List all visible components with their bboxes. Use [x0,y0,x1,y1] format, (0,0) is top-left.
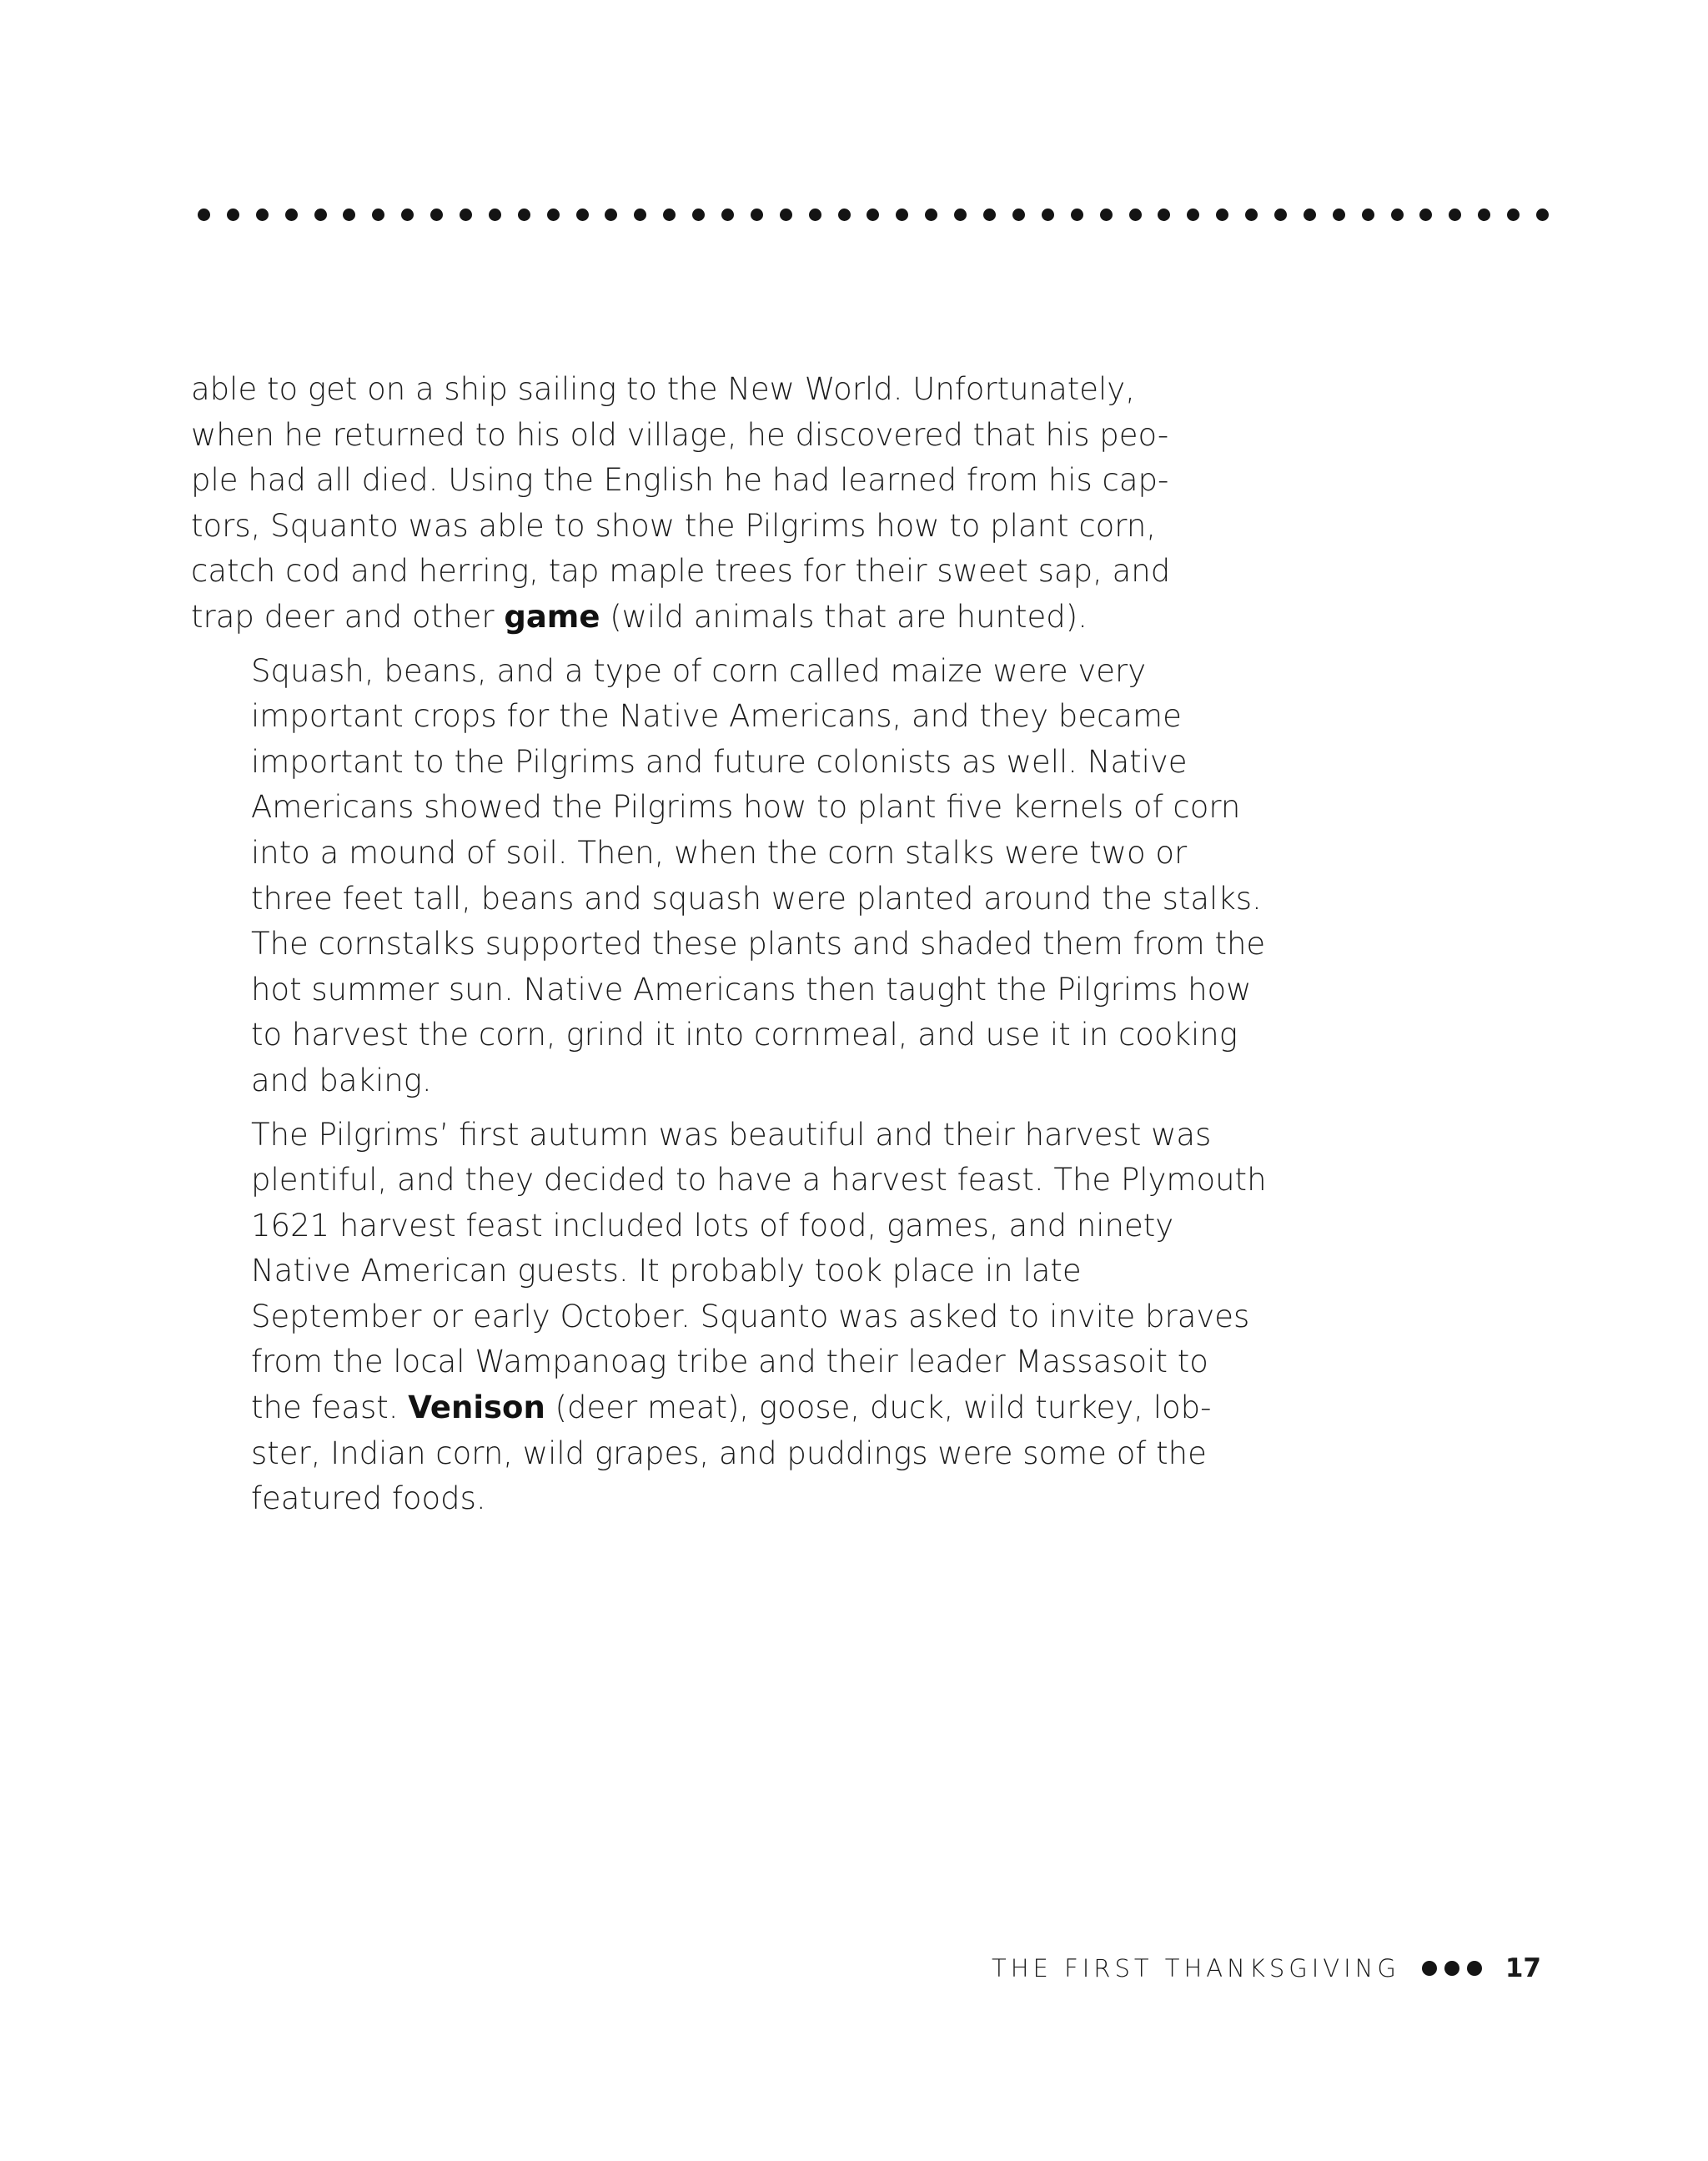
text-line: hot summer sun. Native Americans then taught the Pilgrims how [251,971,1252,1008]
rule-dot [401,209,414,221]
rule-dot [430,209,443,221]
footer-dots [1422,1961,1482,1976]
rule-dot [1042,209,1054,221]
rule-dot [1012,209,1025,221]
running-footer [992,1953,1541,1983]
rule-dot [227,209,239,221]
rule-dot [1304,209,1316,221]
rule-dot [1129,209,1142,221]
page-number: 17 [1505,1953,1541,1983]
rule-dot [1100,209,1113,221]
rule-dot [721,209,734,221]
text-line: Americans showed the Pilgrims how to plant five kernels of corn [251,789,1241,826]
rule-dot [1274,209,1287,221]
dotted-rule [198,204,1549,224]
bullet-dot [1467,1961,1482,1976]
rule-dot [1333,209,1345,221]
text-line: important to the Pilgrims and future colonists as well. Native [251,743,1188,780]
rule-dot [838,209,851,221]
text-segment: the feast. [251,1390,409,1426]
rule-dot [809,209,821,221]
rule-dot [256,209,269,221]
glossary-term: Venison [408,1390,545,1426]
text-line: 1621 harvest feast included lots of food, games, and ninety [251,1207,1174,1244]
text-line: plentiful, and they decided to have a harvest feast. The Plymouth [251,1162,1267,1199]
text-segment: trap deer and other [191,598,505,635]
rule-dot [285,209,298,221]
text-line: and baking. [251,1062,432,1098]
rule-dot [1216,209,1228,221]
text-line: The Pilgrims’ first autumn was beautiful and their harvest was [251,1116,1212,1153]
rule-dot [692,209,705,221]
text-segment: (wild animals that are hunted). [600,598,1088,635]
rule-dot [518,209,530,221]
paragraph [191,367,1192,641]
rule-dot [896,209,908,221]
paragraph [191,649,1266,1104]
bullet-dot [1422,1961,1437,1976]
rule-dot [634,209,646,221]
rule-dot [1362,209,1374,221]
text-line: catch cod and herring, tap maple trees for their sweet sap, and [191,553,1171,590]
text-line: The cornstalks supported these plants and shaded them from the [251,926,1266,962]
text-line: September or early October. Squanto was asked to invite braves [251,1298,1250,1334]
rule-dot [605,209,617,221]
rule-dot [547,209,560,221]
text-line: Squash, beans, and a type of corn called maize were very [251,652,1147,689]
text-line: important crops for the Native Americans, and they became [251,698,1182,735]
text-line: tors, Squanto was able to show the Pilgrims how to plant corn, [191,507,1157,544]
rule-dot [780,209,792,221]
rule-dot [663,209,676,221]
text-line: from the local Wampanoag tribe and their leader Massasoit to [251,1344,1208,1380]
rule-dot [1507,209,1520,221]
rule-dot [460,209,472,221]
rule-dot [954,209,967,221]
rule-dot [983,209,996,221]
rule-dot [576,209,589,221]
rule-dot [1536,209,1549,221]
rule-dot [1391,209,1404,221]
text-line: three feet tall, beans and squash were planted around the stalks. [251,880,1262,917]
rule-dot [314,209,327,221]
text-line [191,1385,1212,1431]
body-text [191,367,1267,1530]
text-segment: (deer meat), goose, duck, wild turkey, lob- [545,1390,1212,1426]
rule-dot [925,209,937,221]
rule-dot [198,209,210,221]
rule-dot [489,209,501,221]
paragraph [191,1113,1267,1522]
text-line: featured foods. [251,1480,486,1517]
text-line: able to get on a ship sailing to the New World. Unfortunately, [191,371,1135,407]
rule-dot [343,209,355,221]
bullet-dot [1444,1961,1459,1976]
rule-dot [1419,209,1432,221]
rule-dot [1187,209,1199,221]
text-line: Native American guests. It probably took place in late [251,1253,1082,1289]
rule-dot [751,209,763,221]
text-line: ster, Indian corn, wild grapes, and puddings were some of the [251,1435,1207,1471]
rule-dot [867,209,879,221]
text-line: ple had all died. Using the English he had learned from his cap- [191,462,1169,499]
text-line: when he returned to his old village, he discovered that his peo- [191,416,1169,453]
rule-dot [372,209,384,221]
rule-dot [1158,209,1170,221]
rule-dot [1478,209,1490,221]
rule-dot [1449,209,1461,221]
glossary-term: game [504,598,600,635]
text-line: into a mound of soil. Then, when the corn stalks were two or [251,834,1188,871]
text-line: to harvest the corn, grind it into cornmeal, and use it in cooking [251,1017,1238,1053]
rule-dot [1245,209,1258,221]
running-title: THE FIRST THANKSGIVING [992,1954,1400,1983]
text-line [191,595,1192,641]
rule-dot [1071,209,1083,221]
